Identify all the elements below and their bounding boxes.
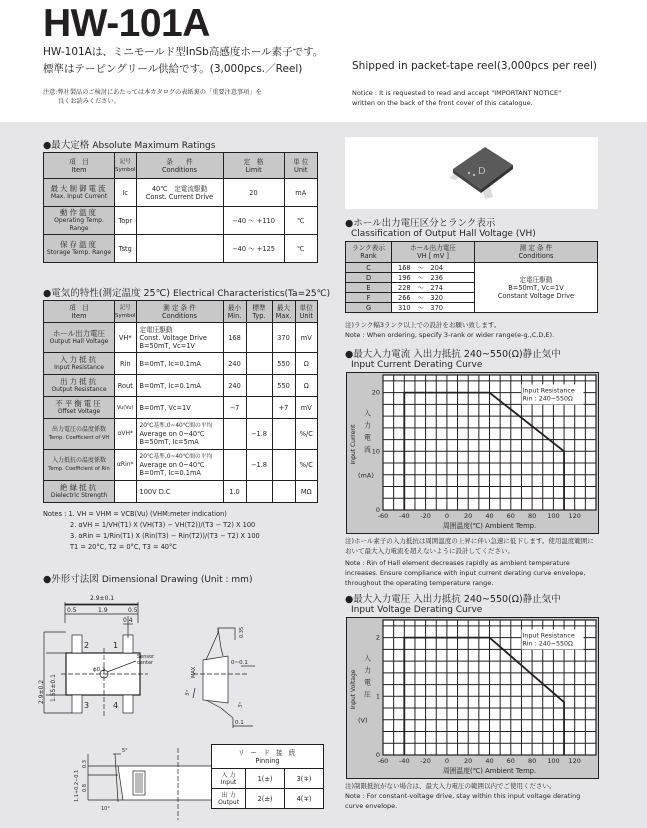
notice-en-line2: written on the back of the front cover of this catalogue. <box>352 99 533 107</box>
unit-cell: mV <box>295 397 318 419</box>
col-header: 最小 Min. <box>223 301 246 323</box>
col-header: 定 格 Limit <box>223 153 284 179</box>
y-axis-label-jp-char: 入 <box>364 409 371 418</box>
conditions-cell: B=0mT, Ic=0.1mA <box>136 353 223 375</box>
symbol-cell: Rout <box>115 375 137 397</box>
item-cell: 出力電圧の温度係数 Temp. Coefficient of VH <box>44 419 115 450</box>
y-axis-label-jp-char: 電 <box>364 678 371 687</box>
classification-note-jp: 注)ランク幅3ランク以上での設計をお願い致します。 <box>345 321 501 329</box>
y-tick-label: 2 <box>375 633 380 642</box>
intro-jp-line1: HW-101Aは、ミニモールド型InSb高感度ホール素子です。 <box>43 46 324 58</box>
typ-cell <box>246 375 272 397</box>
y-tick-label: 20 <box>371 388 380 397</box>
max-cell: 370 <box>272 323 295 353</box>
table-row <box>212 789 324 809</box>
typ-cell <box>246 397 272 419</box>
item-cell: 保存温度 Storage Temp. Range <box>44 235 115 263</box>
dim-overall-width: 2.9±0.1 <box>90 595 115 602</box>
dim-phi: ϕ0.3 <box>93 667 106 673</box>
conditions-cell: B=0mT, Ic=0.1mA <box>136 375 223 397</box>
range-cell: 310 ～ 370 <box>392 303 475 313</box>
dim-0-5-right: 0.5 <box>128 607 138 614</box>
chart1-heading <box>345 349 561 371</box>
annotation-line-2: Rin : 240~550Ω <box>522 640 573 648</box>
min-cell <box>223 450 246 481</box>
limit-cell: −40 ～ +110 <box>223 207 284 235</box>
col-header: 最大 Max. <box>272 301 295 323</box>
max-cell <box>272 419 295 450</box>
pin-3-lead <box>72 695 82 713</box>
pin-2-label: 2 <box>84 641 90 650</box>
classification-title-jp: ●ホール出力電圧区分とランク表示 <box>345 218 496 229</box>
chart2-title: ●最大入力電圧 入出力抵抗 240~550(Ω)静止気中 <box>345 594 561 605</box>
table-row <box>44 207 318 235</box>
sensor-label-1: Sensor <box>137 654 155 660</box>
max-cell <box>272 481 295 503</box>
dimensional-title-en: Dimensional Drawing (Unit : mm) <box>101 575 253 585</box>
notice-en-line1: Notice : It is requested to read and accept "IMPORTANT NOTICE" <box>352 89 562 97</box>
typ-cell: −1.8 <box>246 419 272 450</box>
min-cell: 168 <box>223 323 246 353</box>
side-view-body <box>203 656 228 703</box>
chart2-heading <box>345 594 561 616</box>
y-axis-label-jp-char: 流 <box>364 445 371 454</box>
notice-jp <box>43 88 262 106</box>
symbol-cell: Ic <box>115 179 137 207</box>
dim-body-height: 1.55±0.1 <box>50 674 57 702</box>
table-row <box>44 397 318 419</box>
col-header: 単位 Unit <box>295 301 318 323</box>
x-tick-label: 120 <box>568 512 581 520</box>
y-axis-label-jp-char: 力 <box>364 421 371 430</box>
classification-notes <box>345 320 554 340</box>
elec-heading <box>43 285 330 299</box>
min-cell <box>223 419 246 450</box>
item-cell: ホール出力電圧 Output Hall Voltage <box>44 323 115 353</box>
x-tick-label: 60 <box>506 757 515 765</box>
pin-role-cell: 出 力 Output <box>212 789 246 809</box>
limit-cell: −40 ～ +125 <box>223 235 284 263</box>
chart2-svg <box>347 618 598 778</box>
chip-dot <box>473 174 475 176</box>
table-row <box>44 235 318 263</box>
dim-front-5deg: 5° <box>122 748 128 754</box>
x-tick-label: 0 <box>444 512 449 520</box>
x-tick-label: -60 <box>377 757 389 765</box>
dim-front-10deg: 10° <box>101 806 110 812</box>
y-axis-label-jp-char: 入 <box>364 654 371 663</box>
x-tick-label: -20 <box>420 512 431 520</box>
chart1-title: ●最大入力電流 入出力抵抗 240~550(Ω)静止気中 <box>345 349 561 360</box>
rank-cell: D <box>346 273 392 283</box>
x-tick-label: 20 <box>464 757 473 765</box>
dim-max: MAX <box>191 666 197 678</box>
unit-cell: MΩ <box>295 481 318 503</box>
dim-0-0-1: 0~0.1 <box>231 660 248 666</box>
conditions-cell <box>136 207 223 235</box>
x-tick-label: 40 <box>485 512 494 520</box>
conditions-cell <box>136 235 223 263</box>
y-tick-label: 1 <box>375 692 380 701</box>
conditions-cell: 定電圧駆動 B=50mT, Vc=1V Constant Voltage Drive <box>475 263 598 313</box>
side-view-lead-top <box>218 628 235 656</box>
symbol-cell: VH* <box>115 323 137 353</box>
pin-2-lead <box>72 635 82 653</box>
x-tick-label: 80 <box>527 757 537 765</box>
typ-cell <box>246 481 272 503</box>
dim-5deg-b: 5° <box>237 701 245 709</box>
chip-marking-icon: D <box>478 166 486 177</box>
rank-cell: E <box>346 283 392 293</box>
notice-jp-line2: 良くお読みください。 <box>58 98 120 105</box>
x-axis-label: 周囲温度(℃) Ambient Temp. <box>442 767 537 775</box>
col-header: 標準 Typ. <box>246 301 272 323</box>
col-header: 記号 Symbol <box>115 301 137 323</box>
pin-4-lead <box>123 695 133 713</box>
conditions-cell: 20℃基準,0~40℃間の平均 Average on 0~40℃ B=0mT, Ic=0.1mA <box>136 450 223 481</box>
col-header: 項 目 Item <box>44 301 115 323</box>
x-tick-label: 120 <box>568 757 581 765</box>
elec-title-jp: ●電気的特性(測定温度 25℃) <box>43 288 170 299</box>
dim-0-4: 0.4 <box>123 617 133 624</box>
unit-cell: ℃ <box>284 235 318 263</box>
dim-front-0-8: 0.8 <box>82 784 88 792</box>
table-header-row <box>44 153 318 179</box>
chart2-subtitle: Input Voltage Derating Curve <box>351 605 483 615</box>
elec-table <box>43 300 318 503</box>
pin-cell: 2(±) <box>246 789 285 809</box>
table-row <box>44 323 318 353</box>
pin-cell: 4(∓) <box>285 789 324 809</box>
x-tick-label: -40 <box>398 757 410 765</box>
symbol-cell <box>115 481 137 503</box>
dim-front-height: 1.1+0.2−0.1 <box>74 769 80 802</box>
unit-cell: mA <box>284 179 318 207</box>
typ-cell <box>246 323 272 353</box>
y-axis-label: Input Current <box>350 424 357 465</box>
typ-cell <box>246 353 272 375</box>
table-row <box>346 263 598 273</box>
symbol-cell: Rin <box>115 353 137 375</box>
dimensional-heading <box>43 571 252 585</box>
abs-max-title-jp: ●最大定格 <box>43 140 90 151</box>
min-cell: 1.0 <box>223 481 246 503</box>
table-header-row <box>346 242 598 263</box>
dim-5deg-a: 5° <box>184 689 192 697</box>
typ-cell: −1.8 <box>246 450 272 481</box>
conditions-cell: 定電圧駆動 Const. Voltage Drive B=50mT, Vc=1V <box>136 323 223 353</box>
symbol-cell: Tstg <box>115 235 137 263</box>
y-axis-unit: (mA) <box>358 471 374 480</box>
min-cell: 240 <box>223 353 246 375</box>
chart1-subtitle: Input Current Derating Curve <box>351 360 483 370</box>
conditions-cell: 100V D.C <box>136 481 223 503</box>
intro-jp <box>43 44 323 78</box>
side-view-lead-bottom <box>206 700 233 728</box>
dim-line <box>115 754 118 802</box>
front-view-lead-a-fill <box>135 773 143 793</box>
table-row <box>44 179 318 207</box>
elec-title-en: Electrical Characteristics(Ta=25℃) <box>173 289 331 299</box>
col-header: 項 目 Item <box>44 153 115 179</box>
table-row <box>44 481 318 503</box>
col-header: ランク表示 Rank <box>346 242 392 263</box>
abs-max-table <box>43 152 318 263</box>
x-tick-label: -40 <box>398 512 410 520</box>
item-cell: 出力抵抗 Output Resistance <box>44 375 115 397</box>
max-cell: +7 <box>272 397 295 419</box>
note-3: 3. αRin = 1/Rin(T1) X (Rin(T3) − Rin(T2))/(T3 − T2) X 100 <box>70 532 260 540</box>
classification-heading <box>345 218 536 240</box>
x-tick-label: 80 <box>527 512 537 520</box>
col-header: ホール出力電圧 VH [ mV ] <box>392 242 475 263</box>
limit-cell: 20 <box>223 179 284 207</box>
item-cell: 絶縁抵抗 Dielectric Strength <box>44 481 115 503</box>
max-cell: 550 <box>272 375 295 397</box>
item-cell: 入力抵抗の温度係数 Temp. Coefficient of Rin <box>44 450 115 481</box>
y-axis-label: Input Voltage <box>350 669 357 710</box>
table-row <box>212 769 324 789</box>
x-axis-label: 周囲温度(℃) Ambient Temp. <box>442 522 537 530</box>
chart2-note-en: Note : For constant-voltage drive, stay within this input voltage derating curve envelope. <box>345 792 581 810</box>
symbol-cell: Vu(Vu) <box>115 397 137 419</box>
annotation-line-2: Rin : 240~550Ω <box>522 395 573 403</box>
classification-table <box>345 241 598 313</box>
chart1-notes <box>345 536 600 588</box>
range-cell: 228 ～ 274 <box>392 283 475 293</box>
pin-cell: 3(∓) <box>285 769 324 789</box>
pinning-header-row <box>212 745 324 769</box>
col-header: 記号 Symbol <box>115 153 137 179</box>
table-header-row <box>44 301 318 323</box>
unit-cell: ℃ <box>284 207 318 235</box>
abs-max-heading <box>43 137 215 151</box>
dim-0-5-left: 0.5 <box>67 607 77 614</box>
chip-dot <box>468 172 470 174</box>
x-tick-label: -20 <box>420 757 431 765</box>
intro-jp-line2: 標準はテーピングリール供給です。(3,000pcs.／Reel) <box>43 63 303 75</box>
abs-max-title-en: Absolute Maximum Ratings <box>92 141 216 151</box>
rank-cell: F <box>346 293 392 303</box>
pin-4-label: 4 <box>113 701 119 710</box>
col-header: 単 位 Unit <box>284 153 318 179</box>
x-tick-label: 100 <box>547 512 560 520</box>
unit-cell: %/C <box>295 450 318 481</box>
col-header: 測 定 条 件 Conditions <box>136 301 223 323</box>
pinning-header: リ ー ド 接 続 Pinning <box>212 745 324 769</box>
x-tick-label: 40 <box>485 757 494 765</box>
conditions-cell: 20℃基準,0~40℃間の平均 Average on 0~40℃ B=50mT, Ic=5mA <box>136 419 223 450</box>
range-cell: 266 ～ 320 <box>392 293 475 303</box>
pin-1-label: 1 <box>113 641 119 650</box>
x-tick-label: -60 <box>377 512 389 520</box>
y-axis-unit: (V) <box>358 716 368 725</box>
item-cell: 動作温度 Operating Temp. Range <box>44 207 115 235</box>
pinning-table <box>211 744 324 809</box>
item-cell: 不平衡電圧 Offset Voltage <box>44 397 115 419</box>
item-cell: 入力抵抗 Input Resistance <box>44 353 115 375</box>
item-cell: 最大制御電流 Max. Input Current <box>44 179 115 207</box>
unit-cell: %/C <box>295 419 318 450</box>
chart2-note-jp: 注)制限抵抗がない場合は、最大入力電圧の範囲以内でご使用ください。 <box>345 782 556 790</box>
notice-en <box>352 88 561 108</box>
rank-cell: G <box>346 303 392 313</box>
y-axis-label-jp-char: 圧 <box>364 690 371 699</box>
side-view-lead-inner <box>206 628 218 660</box>
y-axis-label-jp-char: 電 <box>364 433 371 442</box>
col-header: 測 定 条 件 Conditions <box>475 242 598 263</box>
pin-role-cell: 入 力 Input <box>212 769 246 789</box>
dim-0-35: 0.35 <box>239 626 245 638</box>
chart1-svg <box>347 373 598 533</box>
table-row <box>44 375 318 397</box>
range-cell: 168 ～ 204 <box>392 263 475 273</box>
pin-cell: 1(±) <box>246 769 285 789</box>
annotation-line-1: Input Resistance <box>522 387 575 395</box>
y-tick-label: 0 <box>375 506 380 514</box>
chart2 <box>346 617 599 779</box>
x-tick-label: 100 <box>547 757 560 765</box>
table-row <box>44 450 318 481</box>
annotation-line-1: Input Resistance <box>522 632 575 640</box>
product-photo <box>345 137 598 209</box>
elec-notes <box>43 509 260 553</box>
min-cell: −7 <box>223 397 246 419</box>
min-cell: 240 <box>223 375 246 397</box>
dim-front-0-3: 0.3 <box>82 760 88 768</box>
y-tick-label: 0 <box>375 751 380 759</box>
dim-line <box>65 604 138 605</box>
note-2: 2. αVH = 1/VH(T1) X (VH(T3) − VH(T2))/(T3 − T2) X 100 <box>70 521 256 529</box>
conditions-cell: 40℃ 定電流駆動 Const. Current Drive <box>136 179 223 207</box>
chart2-notes <box>345 781 600 811</box>
max-cell: 550 <box>272 353 295 375</box>
range-cell: 196 ～ 236 <box>392 273 475 283</box>
y-tick-label: 10 <box>371 447 380 456</box>
classification-note-en: Note : When ordering, specify 3-rank or wider range(e-g.,C,D,E). <box>345 331 555 339</box>
x-tick-label: 0 <box>444 757 449 765</box>
conditions-cell: B=0mT, Vc=1V <box>136 397 223 419</box>
dimensional-title-jp: ●外形寸法図 <box>43 574 99 585</box>
intro-en: Shipped in packet-tape reel(3,000pcs per reel) <box>352 60 598 72</box>
dim-overall-height: 2.9±0.2 <box>38 679 45 704</box>
col-header: 条 件 Conditions <box>136 153 223 179</box>
dim-0-1: 0.1 <box>235 720 244 726</box>
chart1-note-en: Note : Rin of Hall element decreases rapidly as ambient temperature increases. Ensure compliance with input current derating curve envelope, throughout the operating temperature range. <box>345 559 586 587</box>
unit-cell: mV <box>295 323 318 353</box>
table-row <box>44 419 318 450</box>
chart1-note-jp: 注)ホール素子の入力抵抗は周囲温度の上昇に伴い急速に低下します。使用温度範囲において最大入力電流を超えないように設計してください。 <box>345 537 594 555</box>
unit-cell: Ω <box>295 375 318 397</box>
x-tick-label: 20 <box>464 512 473 520</box>
max-cell <box>272 450 295 481</box>
symbol-cell: αRin* <box>115 450 137 481</box>
chip-illustration <box>345 137 598 209</box>
rank-cell: C <box>346 263 392 273</box>
dim-line <box>193 688 195 698</box>
note-1: Notes : 1. VH = VHM = VCB(Vu) (VHM:meter indication) <box>43 510 227 518</box>
pin-3-label: 3 <box>84 701 90 710</box>
dim-1-9: 1.9 <box>98 607 108 614</box>
classification-title-en: Classification of Output Hall Voltage (VH) <box>351 229 536 239</box>
notice-jp-line1: 注意:弊社製品のご検討にあたっては本カタログの表紙裏の「重要注意事項」を <box>43 89 262 96</box>
symbol-cell: Topr <box>115 207 137 235</box>
product-title: HW-101A <box>43 2 210 45</box>
unit-cell: Ω <box>295 353 318 375</box>
note-4: T1 = 20°C, T2 = 0°C, T3 = 40°C <box>70 543 177 551</box>
x-tick-label: 60 <box>506 512 515 520</box>
sensor-label-2: center <box>137 660 154 666</box>
y-axis-label-jp-char: 力 <box>364 666 371 675</box>
symbol-cell: αVH* <box>115 419 137 450</box>
table-row <box>44 353 318 375</box>
chart1 <box>346 372 599 534</box>
